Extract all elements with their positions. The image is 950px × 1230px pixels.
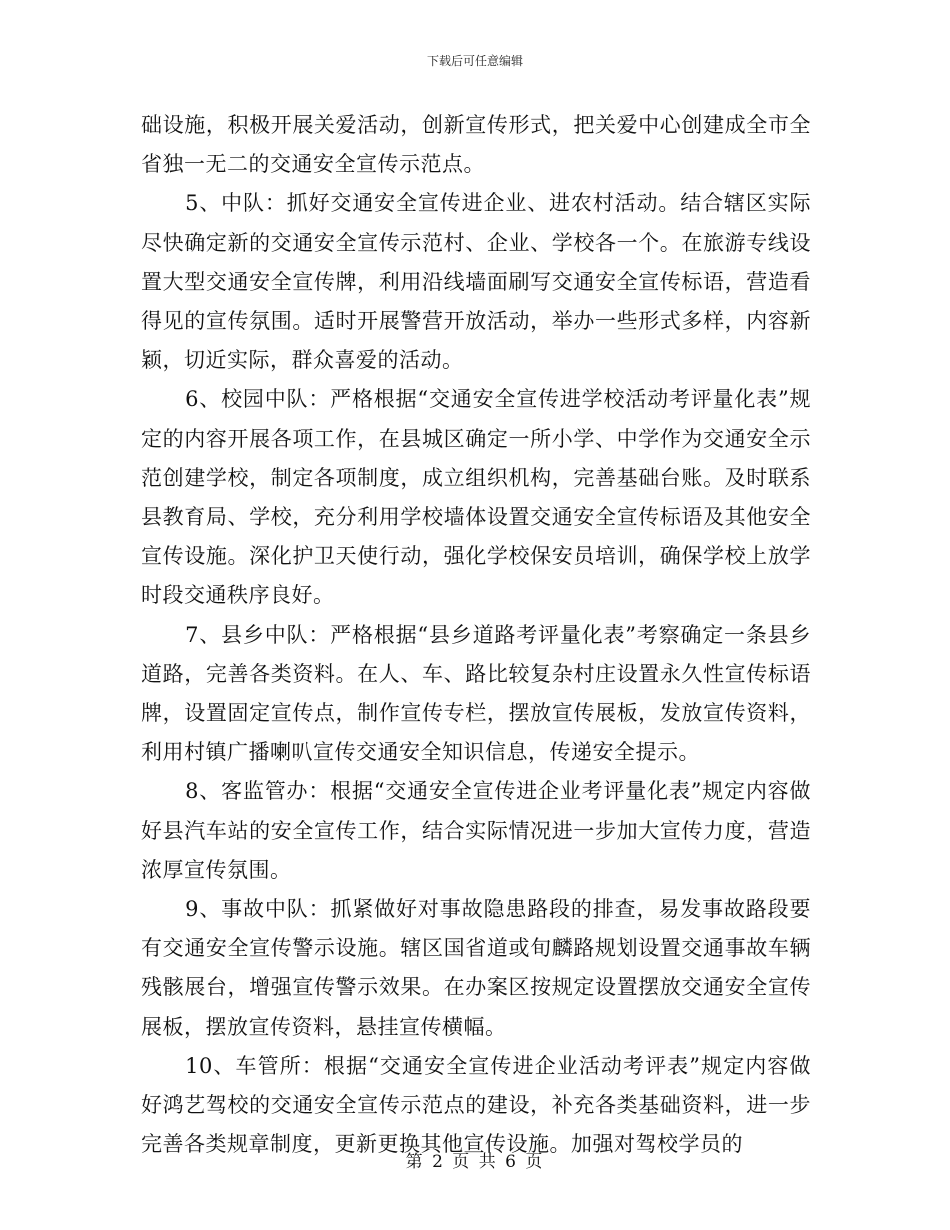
paragraph-item-5: 5、中队：抓好交通安全宣传进企业、进农村活动。结合辖区实际尽快确定新的交通安全宣传示范村、企业、学校各一个。在旅游专线设置大型交通安全宣传牌，利用沿线墙面刷写交通安全宣传标语，营造看得见的宣传氛围。适时开展警营开放活动，举办一些形式多样，内容新颖，切近实际，群众喜爱的活动。 <box>141 191 811 373</box>
paragraph-item-6: 6、校园中队：严格根据“交通安全宣传进学校活动考评量化表”规定的内容开展各项工作，在县城区确定一所小学、中学作为交通安全示范创建学校，制定各项制度，成立组织机构，完善基础台账。及时联系县教育局、学校，充分利用学校墙体设置交通安全宣传标语及其他安全宣传设施。深化护卫天使行动，强化学校保安员培训，确保学校上放学时段交通秩序良好。 <box>141 387 811 608</box>
document-body <box>141 106 811 1164</box>
paragraph-item-10: 10、车管所：根据“交通安全宣传进企业活动考评表”规定内容做好鸿艺驾校的交通安全宣传示范点的建设，补充各类基础资料，进一步完善各类规章制度，更新更换其他宣传设施。加强对驾校学员的 <box>141 1053 811 1157</box>
paragraph-item-9: 9、事故中队：抓紧做好对事故隐患路段的排查，易发事故路段要有交通安全宣传警示设施。辖区国省道或旬麟路规划设置交通事故车辆残骸展台，增强宣传警示效果。在办案区按规定设置摆放交通安全宣传展板，摆放宣传资料，悬挂宣传横幅。 <box>141 897 811 1039</box>
page-number-footer: 第 2 页 共 6 页 <box>405 1152 545 1172</box>
paragraph-continued: 础设施，积极开展关爱活动，创新宣传形式，把关爱中心创建成全市全省独一无二的交通安全宣传示范点。 <box>141 113 811 177</box>
page-header-note: 下载后可任意编辑 <box>426 54 523 68</box>
paragraph-item-7: 7、县乡中队：严格根据“县乡道路考评量化表”考察确定一条县乡道路，完善各类资料。在人、车、路比较复杂村庄设置永久性宣传标语牌，设置固定宣传点，制作宣传专栏，摆放宣传展板，发放宣传资料，利用村镇广播喇叭宣传交通安全知识信息，传递安全提示。 <box>141 622 811 765</box>
paragraph-item-8: 8、客监管办：根据“交通安全宣传进企业考评量化表”规定内容做好县汽车站的安全宣传工作，结合实际情况进一步加大宣传力度，营造浓厚宣传氛围。 <box>141 779 811 882</box>
